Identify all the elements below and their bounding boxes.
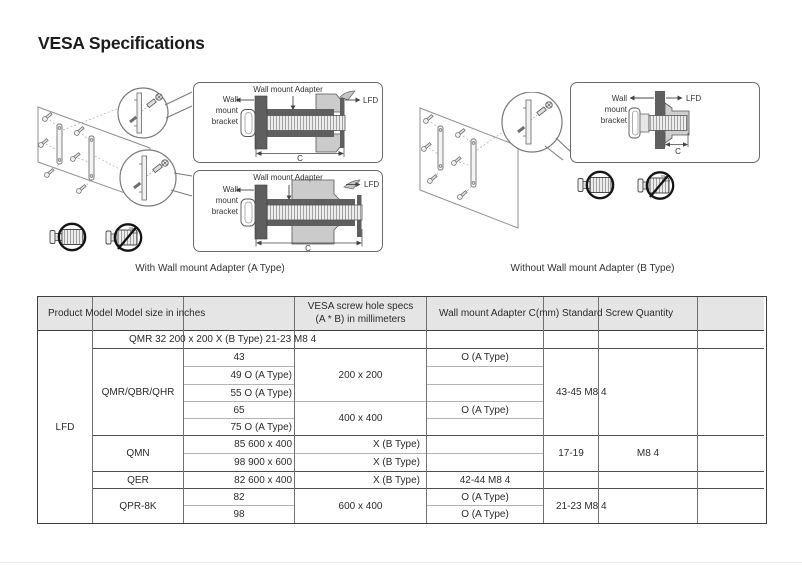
vesa-spec-table [37, 296, 767, 524]
cell-empty [599, 349, 697, 436]
label-lfd: LFD [686, 93, 702, 103]
header-vesa: VESA screw hole specs (A * B) in millimeters [295, 297, 426, 331]
label-wall-mount-bracket: Wall mount bracket [211, 185, 238, 216]
cell-vesa: 200 x 200 [295, 349, 426, 402]
cell-size: 98 900 x 600 [184, 454, 294, 472]
cell-size: 55 O (A Type) [184, 385, 294, 402]
cell-empty [599, 331, 697, 349]
label-wall-mount-bracket: Wall mount bracket [211, 95, 238, 126]
label-dimension-c: C [297, 154, 303, 163]
cell-empty [599, 489, 697, 523]
caption-right: Without Wall mount Adapter (B Type) [510, 263, 675, 274]
cell-adapter: O (A Type) [427, 349, 543, 367]
label-wall-mount-adapter: Wall mount Adapter [253, 85, 323, 94]
cell-empty [427, 385, 543, 402]
cell-vesa: 600 x 400 [338, 500, 383, 512]
cell-size: 82 600 x 400 [184, 472, 294, 489]
cell-vesa: X (B Type) [295, 454, 426, 472]
cell-model: QPR-8K [119, 500, 157, 512]
cell-adapter: O (A Type) [427, 489, 543, 506]
label-wall-mount-adapter: Wall mount Adapter [253, 173, 323, 182]
cell-empty [698, 436, 764, 472]
cell-vesa: X (B Type) [295, 472, 426, 489]
cell-cmm: 17-19 [544, 436, 598, 472]
cell-empty [698, 489, 764, 523]
table-row1-overflow: QMR 32 200 x 200 X (B Type) 21-23 M8 4 [129, 334, 317, 345]
screw-allowed-icon [578, 172, 613, 198]
cell-vesa: X (B Type) [295, 436, 426, 454]
detail-box-no-adapter [570, 82, 760, 163]
cell-empty [698, 349, 764, 436]
cell-size: 85 600 x 400 [184, 436, 294, 454]
bracket-rail [57, 124, 62, 164]
label-dimension-c: C [305, 243, 311, 253]
page-title: VESA Specifications [38, 33, 205, 53]
cell-cmm: 21-23 M8 4 [556, 500, 607, 512]
cell-empty [544, 472, 598, 489]
cell-empty [427, 331, 543, 349]
cell-size: 49 O (A Type) [184, 367, 294, 385]
callout-circle-top [118, 88, 192, 138]
cell-screw: M8 4 [599, 436, 697, 472]
page-bottom-rule [0, 562, 802, 563]
detail-box-adapter-2 [193, 170, 383, 252]
cell-cmm: 43-45 M8 4 [544, 349, 598, 436]
cell-model: QMN [93, 436, 183, 472]
label-wall-mount-bracket: Wall mount bracket [600, 94, 627, 125]
cell-size: 98 [233, 509, 245, 520]
cell-empty [427, 367, 543, 385]
screw-prohibited-icon [106, 224, 141, 250]
cell-size: 82 [184, 489, 294, 506]
cell-empty [599, 472, 697, 489]
cell-empty [427, 436, 543, 454]
callout-circle-bottom [120, 150, 192, 206]
bracket-rail [438, 126, 443, 170]
label-dimension-c: C [675, 147, 681, 156]
screw-allowed-icon [50, 224, 85, 250]
cell-empty [427, 454, 543, 472]
table-header-right-overflow: Wall mount Adapter C(mm) Standard Screw Quantity [439, 308, 674, 319]
cell-empty [698, 472, 764, 489]
cell-adapter: O (A Type) [461, 509, 509, 520]
cell-empty [698, 331, 764, 349]
cell-adapter: 42-44 M8 4 [427, 472, 543, 489]
cell-size: 75 O (A Type) [184, 419, 294, 436]
caption-left: With Wall mount Adapter (A Type) [135, 263, 285, 274]
cell-size: 65 [184, 402, 294, 419]
table-header-left-overflow: Product Model Model size in inches [48, 308, 206, 319]
label-lfd: LFD [363, 95, 379, 105]
bracket-rail [89, 136, 94, 180]
cell-adapter: O (A Type) [427, 402, 543, 419]
cell-model: QER [93, 472, 183, 489]
bracket-rail [471, 139, 476, 187]
label-lfd: LFD [364, 180, 380, 189]
cell-empty [544, 331, 598, 349]
cell-model: QMR/QBR/QHR [93, 349, 183, 436]
cell-vesa: 400 x 400 [295, 402, 426, 436]
detail-box-adapter-1 [193, 82, 383, 163]
screw-prohibited-icon [638, 172, 673, 198]
table-col-quantity [698, 297, 764, 523]
cell-product-lfd: LFD [55, 421, 75, 433]
cell-size: 43 [184, 349, 294, 367]
header-quantity [698, 297, 764, 331]
cell-empty [427, 419, 543, 436]
